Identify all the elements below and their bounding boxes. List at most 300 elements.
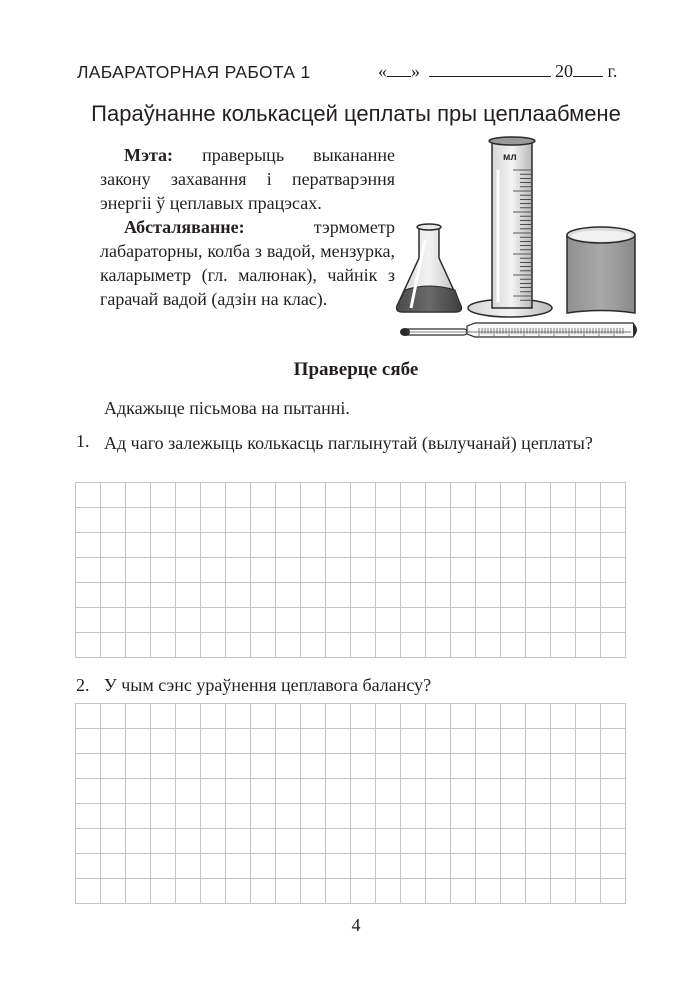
grid-cell[interactable] [426,608,451,633]
answer-grid-1[interactable] [75,482,626,658]
grid-cell[interactable] [551,729,576,754]
grid-cell[interactable] [601,879,626,904]
grid-cell[interactable] [226,633,251,658]
grid-cell[interactable] [151,804,176,829]
grid-cell[interactable] [451,754,476,779]
grid-cell[interactable] [476,608,501,633]
grid-cell[interactable] [176,879,201,904]
grid-cell[interactable] [151,879,176,904]
grid-cell[interactable] [251,583,276,608]
grid-cell[interactable] [376,558,401,583]
grid-cell[interactable] [326,804,351,829]
grid-cell[interactable] [201,633,226,658]
grid-cell[interactable] [526,729,551,754]
grid-cell[interactable] [326,583,351,608]
grid-cell[interactable] [576,608,601,633]
grid-cell[interactable] [151,704,176,729]
grid-cell[interactable] [126,608,151,633]
grid-cell[interactable] [576,483,601,508]
grid-cell[interactable] [151,729,176,754]
grid-cell[interactable] [226,854,251,879]
grid-cell[interactable] [551,583,576,608]
grid-cell[interactable] [501,879,526,904]
grid-cell[interactable] [401,779,426,804]
grid-cell[interactable] [326,829,351,854]
grid-cell[interactable] [376,508,401,533]
grid-cell[interactable] [151,533,176,558]
grid-cell[interactable] [501,558,526,583]
grid-cell[interactable] [501,508,526,533]
grid-cell[interactable] [101,483,126,508]
grid-cell[interactable] [101,829,126,854]
grid-cell[interactable] [501,608,526,633]
grid-cell[interactable] [476,508,501,533]
grid-cell[interactable] [551,829,576,854]
grid-cell[interactable] [301,483,326,508]
grid-cell[interactable] [326,483,351,508]
grid-cell[interactable] [526,754,551,779]
grid-cell[interactable] [76,804,101,829]
grid-cell[interactable] [201,704,226,729]
grid-cell[interactable] [476,879,501,904]
grid-cell[interactable] [601,508,626,533]
grid-cell[interactable] [351,854,376,879]
grid-cell[interactable] [451,583,476,608]
grid-cell[interactable] [276,533,301,558]
grid-cell[interactable] [251,558,276,583]
grid-cell[interactable] [601,633,626,658]
grid-cell[interactable] [76,558,101,583]
grid-cell[interactable] [576,633,601,658]
grid-cell[interactable] [126,829,151,854]
grid-cell[interactable] [326,508,351,533]
grid-cell[interactable] [501,804,526,829]
grid-cell[interactable] [401,804,426,829]
grid-cell[interactable] [401,608,426,633]
grid-cell[interactable] [76,779,101,804]
grid-cell[interactable] [401,533,426,558]
grid-cell[interactable] [126,879,151,904]
grid-cell[interactable] [301,633,326,658]
grid-cell[interactable] [601,704,626,729]
grid-cell[interactable] [176,533,201,558]
grid-cell[interactable] [251,608,276,633]
grid-cell[interactable] [301,508,326,533]
grid-cell[interactable] [601,854,626,879]
grid-cell[interactable] [601,583,626,608]
grid-cell[interactable] [201,483,226,508]
grid-cell[interactable] [151,779,176,804]
grid-cell[interactable] [326,729,351,754]
grid-cell[interactable] [276,854,301,879]
grid-cell[interactable] [151,754,176,779]
grid-cell[interactable] [351,879,376,904]
grid-cell[interactable] [376,854,401,879]
grid-cell[interactable] [301,608,326,633]
grid-cell[interactable] [326,558,351,583]
grid-cell[interactable] [551,854,576,879]
grid-cell[interactable] [126,558,151,583]
grid-cell[interactable] [326,754,351,779]
grid-cell[interactable] [301,754,326,779]
grid-cell[interactable] [126,854,151,879]
grid-cell[interactable] [476,779,501,804]
grid-cell[interactable] [451,558,476,583]
grid-cell[interactable] [401,879,426,904]
grid-cell[interactable] [326,854,351,879]
grid-cell[interactable] [476,829,501,854]
grid-cell[interactable] [426,829,451,854]
grid-cell[interactable] [251,804,276,829]
grid-cell[interactable] [201,779,226,804]
grid-cell[interactable] [401,829,426,854]
grid-cell[interactable] [601,483,626,508]
grid-cell[interactable] [351,729,376,754]
grid-cell[interactable] [226,608,251,633]
grid-cell[interactable] [551,704,576,729]
grid-cell[interactable] [426,704,451,729]
grid-cell[interactable] [201,829,226,854]
grid-cell[interactable] [476,854,501,879]
grid-cell[interactable] [351,754,376,779]
grid-cell[interactable] [276,633,301,658]
grid-cell[interactable] [76,854,101,879]
grid-cell[interactable] [151,583,176,608]
grid-cell[interactable] [101,583,126,608]
grid-cell[interactable] [576,558,601,583]
grid-cell[interactable] [351,558,376,583]
grid-cell[interactable] [201,879,226,904]
grid-cell[interactable] [426,879,451,904]
grid-cell[interactable] [351,483,376,508]
grid-cell[interactable] [451,879,476,904]
grid-cell[interactable] [76,533,101,558]
grid-cell[interactable] [326,879,351,904]
grid-cell[interactable] [601,558,626,583]
grid-cell[interactable] [251,829,276,854]
grid-cell[interactable] [301,704,326,729]
grid-cell[interactable] [201,804,226,829]
grid-cell[interactable] [226,729,251,754]
grid-cell[interactable] [351,704,376,729]
grid-cell[interactable] [76,879,101,904]
grid-cell[interactable] [326,533,351,558]
grid-cell[interactable] [476,533,501,558]
month-blank[interactable] [429,60,551,77]
grid-cell[interactable] [401,704,426,729]
grid-cell[interactable] [476,633,501,658]
grid-cell[interactable] [301,854,326,879]
grid-cell[interactable] [276,583,301,608]
grid-cell[interactable] [601,533,626,558]
grid-cell[interactable] [251,533,276,558]
grid-cell[interactable] [276,754,301,779]
grid-cell[interactable] [176,804,201,829]
grid-cell[interactable] [376,804,401,829]
grid-cell[interactable] [476,583,501,608]
grid-cell[interactable] [226,704,251,729]
grid-cell[interactable] [551,879,576,904]
grid-cell[interactable] [76,729,101,754]
grid-cell[interactable] [376,879,401,904]
grid-cell[interactable] [376,533,401,558]
grid-cell[interactable] [376,729,401,754]
grid-cell[interactable] [126,754,151,779]
grid-cell[interactable] [501,854,526,879]
grid-cell[interactable] [526,779,551,804]
grid-cell[interactable] [151,483,176,508]
grid-cell[interactable] [101,779,126,804]
grid-cell[interactable] [501,754,526,779]
grid-cell[interactable] [576,729,601,754]
grid-cell[interactable] [426,854,451,879]
grid-cell[interactable] [426,508,451,533]
grid-cell[interactable] [376,483,401,508]
grid-cell[interactable] [126,583,151,608]
grid-cell[interactable] [326,633,351,658]
grid-cell[interactable] [176,854,201,879]
grid-cell[interactable] [251,508,276,533]
grid-cell[interactable] [276,483,301,508]
grid-cell[interactable] [401,729,426,754]
grid-cell[interactable] [251,729,276,754]
grid-cell[interactable] [176,508,201,533]
grid-cell[interactable] [101,704,126,729]
grid-cell[interactable] [151,854,176,879]
grid-cell[interactable] [451,804,476,829]
grid-cell[interactable] [451,533,476,558]
grid-cell[interactable] [176,583,201,608]
grid-cell[interactable] [601,608,626,633]
grid-cell[interactable] [526,804,551,829]
grid-cell[interactable] [526,633,551,658]
grid-cell[interactable] [376,608,401,633]
grid-cell[interactable] [226,879,251,904]
grid-cell[interactable] [76,754,101,779]
grid-cell[interactable] [351,633,376,658]
grid-cell[interactable] [401,558,426,583]
grid-cell[interactable] [226,508,251,533]
grid-cell[interactable] [101,754,126,779]
grid-cell[interactable] [576,533,601,558]
grid-cell[interactable] [601,804,626,829]
grid-cell[interactable] [426,558,451,583]
grid-cell[interactable] [201,608,226,633]
grid-cell[interactable] [376,583,401,608]
grid-cell[interactable] [401,583,426,608]
grid-cell[interactable] [276,508,301,533]
grid-cell[interactable] [126,483,151,508]
grid-cell[interactable] [276,704,301,729]
grid-cell[interactable] [276,879,301,904]
grid-cell[interactable] [426,779,451,804]
grid-cell[interactable] [201,854,226,879]
grid-cell[interactable] [501,633,526,658]
grid-cell[interactable] [376,754,401,779]
grid-cell[interactable] [301,533,326,558]
grid-cell[interactable] [426,583,451,608]
grid-cell[interactable] [276,829,301,854]
grid-cell[interactable] [101,608,126,633]
grid-cell[interactable] [376,633,401,658]
grid-cell[interactable] [176,779,201,804]
grid-cell[interactable] [551,754,576,779]
grid-cell[interactable] [126,533,151,558]
grid-cell[interactable] [126,704,151,729]
grid-cell[interactable] [226,558,251,583]
grid-cell[interactable] [76,508,101,533]
grid-cell[interactable] [101,558,126,583]
grid-cell[interactable] [451,608,476,633]
grid-cell[interactable] [526,608,551,633]
grid-cell[interactable] [276,729,301,754]
grid-cell[interactable] [426,754,451,779]
grid-cell[interactable] [101,879,126,904]
grid-cell[interactable] [451,829,476,854]
grid-cell[interactable] [151,508,176,533]
grid-cell[interactable] [476,729,501,754]
grid-cell[interactable] [476,558,501,583]
grid-cell[interactable] [551,533,576,558]
grid-cell[interactable] [451,508,476,533]
grid-cell[interactable] [501,829,526,854]
grid-cell[interactable] [376,829,401,854]
grid-cell[interactable] [501,704,526,729]
grid-cell[interactable] [451,854,476,879]
grid-cell[interactable] [426,483,451,508]
grid-cell[interactable] [276,779,301,804]
grid-cell[interactable] [301,829,326,854]
grid-cell[interactable] [176,829,201,854]
grid-cell[interactable] [176,558,201,583]
grid-cell[interactable] [451,633,476,658]
grid-cell[interactable] [576,854,601,879]
grid-cell[interactable] [76,633,101,658]
grid-cell[interactable] [251,854,276,879]
grid-cell[interactable] [276,608,301,633]
grid-cell[interactable] [201,558,226,583]
grid-cell[interactable] [526,854,551,879]
grid-cell[interactable] [76,608,101,633]
grid-cell[interactable] [501,729,526,754]
grid-cell[interactable] [451,779,476,804]
grid-cell[interactable] [526,879,551,904]
grid-cell[interactable] [426,533,451,558]
grid-cell[interactable] [351,508,376,533]
grid-cell[interactable] [526,508,551,533]
grid-cell[interactable] [251,879,276,904]
grid-cell[interactable] [576,829,601,854]
grid-cell[interactable] [176,754,201,779]
grid-cell[interactable] [251,779,276,804]
grid-cell[interactable] [126,508,151,533]
grid-cell[interactable] [526,583,551,608]
grid-cell[interactable] [426,804,451,829]
grid-cell[interactable] [401,483,426,508]
grid-cell[interactable] [276,804,301,829]
grid-cell[interactable] [226,533,251,558]
grid-cell[interactable] [551,558,576,583]
grid-cell[interactable] [101,854,126,879]
grid-cell[interactable] [176,608,201,633]
grid-cell[interactable] [226,754,251,779]
grid-cell[interactable] [601,779,626,804]
day-blank[interactable] [387,60,411,77]
grid-cell[interactable] [176,704,201,729]
grid-cell[interactable] [376,779,401,804]
grid-cell[interactable] [126,729,151,754]
grid-cell[interactable] [501,483,526,508]
grid-cell[interactable] [351,583,376,608]
grid-cell[interactable] [576,804,601,829]
grid-cell[interactable] [476,754,501,779]
grid-cell[interactable] [501,533,526,558]
grid-cell[interactable] [101,533,126,558]
grid-cell[interactable] [151,558,176,583]
grid-cell[interactable] [476,483,501,508]
grid-cell[interactable] [551,633,576,658]
grid-cell[interactable] [251,633,276,658]
grid-cell[interactable] [401,854,426,879]
grid-cell[interactable] [251,483,276,508]
grid-cell[interactable] [101,508,126,533]
grid-cell[interactable] [576,704,601,729]
grid-cell[interactable] [101,729,126,754]
grid-cell[interactable] [301,583,326,608]
grid-cell[interactable] [401,633,426,658]
grid-cell[interactable] [551,608,576,633]
grid-cell[interactable] [226,483,251,508]
grid-cell[interactable] [301,729,326,754]
grid-cell[interactable] [301,804,326,829]
grid-cell[interactable] [601,754,626,779]
grid-cell[interactable] [301,779,326,804]
grid-cell[interactable] [251,704,276,729]
grid-cell[interactable] [451,483,476,508]
grid-cell[interactable] [551,779,576,804]
grid-cell[interactable] [76,583,101,608]
grid-cell[interactable] [551,508,576,533]
grid-cell[interactable] [76,829,101,854]
grid-cell[interactable] [151,633,176,658]
grid-cell[interactable] [526,533,551,558]
grid-cell[interactable] [151,608,176,633]
grid-cell[interactable] [201,729,226,754]
grid-cell[interactable] [451,704,476,729]
grid-cell[interactable] [526,829,551,854]
grid-cell[interactable] [201,508,226,533]
grid-cell[interactable] [426,729,451,754]
grid-cell[interactable] [576,583,601,608]
year-blank[interactable] [573,60,603,77]
grid-cell[interactable] [351,829,376,854]
grid-cell[interactable] [101,804,126,829]
grid-cell[interactable] [476,804,501,829]
grid-cell[interactable] [426,633,451,658]
grid-cell[interactable] [576,879,601,904]
grid-cell[interactable] [351,608,376,633]
grid-cell[interactable] [126,804,151,829]
grid-cell[interactable] [476,704,501,729]
grid-cell[interactable] [576,779,601,804]
grid-cell[interactable] [501,583,526,608]
grid-cell[interactable] [126,779,151,804]
grid-cell[interactable] [351,533,376,558]
grid-cell[interactable] [526,704,551,729]
grid-cell[interactable] [201,533,226,558]
grid-cell[interactable] [201,583,226,608]
grid-cell[interactable] [501,779,526,804]
